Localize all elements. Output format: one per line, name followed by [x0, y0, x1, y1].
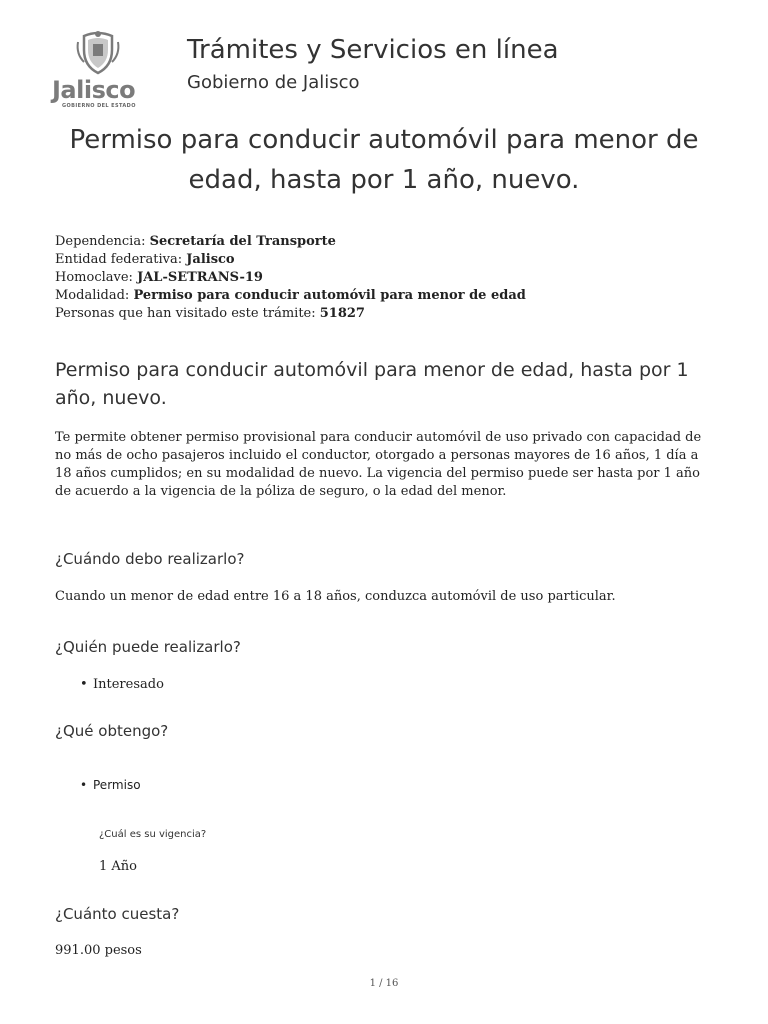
answer-cuando: Cuando un menor de edad entre 16 a 18 años, conduzca automóvil de uso particular.: [55, 589, 616, 604]
page-header: [0, 0, 768, 115]
question-que: ¿Qué obtengo?: [55, 722, 169, 740]
question-quien: ¿Quién puede realizarlo?: [55, 638, 241, 656]
meta-entidad: [55, 251, 735, 269]
procedure-metadata: [55, 233, 735, 323]
meta-label: Personas que han visitado este trámite:: [55, 306, 320, 321]
meta-modalidad: [55, 287, 735, 305]
answer-cuanto: 991.00 pesos: [55, 943, 142, 958]
meta-visitas: [55, 305, 735, 323]
logo-subtext: GOBIERNO DEL ESTADO: [62, 103, 136, 109]
meta-value: Permiso para conducir automóvil para menor de edad: [133, 288, 526, 303]
meta-homoclave: [55, 269, 735, 287]
meta-value: Secretaría del Transporte: [149, 234, 336, 249]
site-title: Trámites y Servicios en línea: [187, 35, 559, 65]
question-cuanto: ¿Cuánto cuesta?: [55, 905, 180, 923]
meta-label: Modalidad:: [55, 288, 134, 303]
vigencia-question: ¿Cuál es su vigencia?: [99, 829, 207, 840]
logo-text: Jalisco: [52, 76, 136, 104]
document-title: Permiso para conducir automóvil para menor de edad, hasta por 1 año, nuevo.: [69, 125, 699, 195]
meta-value: JAL-SETRANS-19: [137, 270, 263, 285]
meta-label: Dependencia:: [55, 234, 150, 249]
list-item: • Permiso: [80, 776, 141, 794]
site-subtitle: Gobierno de Jalisco: [187, 72, 360, 93]
question-cuando: ¿Cuándo debo realizarlo?: [55, 550, 245, 568]
jalisco-coat-of-arms-icon: [74, 28, 122, 76]
vigencia-value: 1 Año: [99, 859, 137, 874]
meta-value: Jalisco: [186, 252, 235, 267]
jalisco-logo: [52, 28, 144, 112]
meta-label: Homoclave:: [55, 270, 138, 285]
list-item: • Interesado: [80, 676, 164, 694]
section-description: Te permite obtener permiso provisional para conducir automóvil de uso privado con capacidad de no más de ocho pasajeros incluido el conductor, otorgado a personas mayores de 16 años, 1 día a 18 años cumplidos; en su modalidad de nuevo. La vigencia del permiso puede ser hasta por 1 año de acuerdo a la vigencia de la póliza de seguro, o la edad del menor.: [55, 430, 702, 499]
section-title: Permiso para conducir automóvil para menor de edad, hasta por 1 año, nuevo.: [55, 359, 689, 409]
page-number: 1 / 16: [369, 978, 399, 989]
meta-value: 51827: [319, 306, 365, 321]
meta-label: Entidad federativa:: [55, 252, 187, 267]
meta-dependencia: [55, 233, 735, 251]
